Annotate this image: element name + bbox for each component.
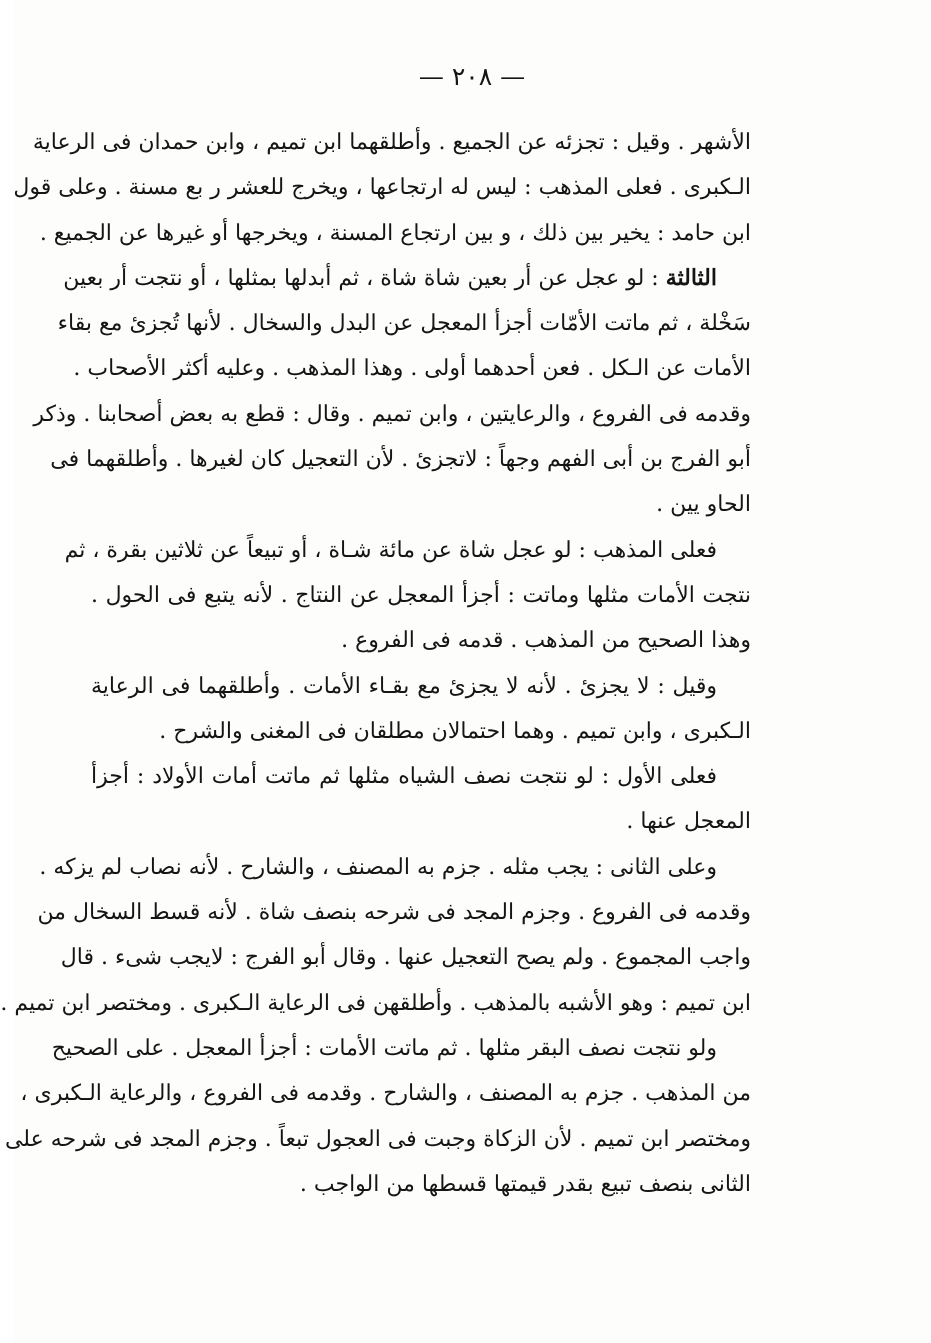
text-line: نتجت الأمات مثلها وماتت : أجزأ المعجل عن النتاج . لأنه يتبع فى الحول . (91, 582, 751, 608)
text-line: الأمات عن الـكل . فعن أحدهما أولى . وهذا المذهب . وعليه أكثر الأصحاب . (73, 356, 751, 382)
text-line-rest: : لو عجل عن أر بعين شاة شاة ، ثم أبدلها بمثلها ، أو نتجت أر بعين (63, 265, 666, 291)
text-line: سَخْلة ، ثم ماتت الأمّات أجزأ المعجل عن البدل والسخال . لأنها تُجزئ مع بقاء (57, 311, 751, 337)
text-line: الحاو يين . (656, 492, 751, 518)
text-line: من المذهب . جزم به المصنف ، والشارح . وقدمه فى الفروع ، والرعاية الـكبرى ، (20, 1081, 751, 1107)
text-line: الـكبرى . فعلى المذهب : ليس له ارتجاعها ، ويخرج للعشر ر بع مسنة . وعلى قول (13, 175, 751, 201)
text-line: فعلى المذهب : لو عجل شاة عن مائة شـاة ، أو تبيعاً عن ثلاثين بقرة ، ثم (64, 537, 717, 563)
text-line: المعجل عنها . (626, 809, 751, 835)
paragraph (0, 845, 751, 1026)
text-line: الأشهر . وقيل : تجزئه عن الجميع . وأطلقهما ابن تميم ، وابن حمدان فى الرعاية (32, 130, 751, 155)
paragraph (13, 120, 751, 256)
text-line: فعلى الأول : لو نتجت نصف الشياه مثلها ثم ماتت أمات الأولاد : أجزأ (91, 764, 717, 790)
section-keyword: الثالثة (665, 264, 717, 291)
text-line: وقدمه فى الفروع . وجزم المجد فى شرحه بنصف شاة . لأنه قسط السخال من (37, 900, 751, 926)
text-line: وعلى الثانى : يجب مثله . جزم به المصنف ، والشارح . لأنه نصاب لم يزكه . (39, 854, 717, 880)
paragraph (64, 528, 751, 664)
paragraph (91, 664, 751, 755)
text-line: الـكبرى ، وابن تميم . وهما احتمالان مطلقان فى المغنى والشرح . (159, 718, 751, 744)
page-number: — ٢٠٨ — (418, 62, 526, 91)
text-line: وقدمه فى الفروع ، والرعايتين ، وابن تميم . وقال : قطع به بعض أصحابنا . وذكر (33, 401, 751, 427)
text-line: ابن حامد : يخير بين ذلك ، و بين ارتجاع المسنة ، ويخرجها أو غيرها عن الجميع . (39, 220, 751, 246)
text-line (63, 256, 751, 301)
text-line: واجب المجموع . ولم يصح التعجيل عنها . وقال أبو الفرج : لايجب شىء . قال (60, 945, 751, 971)
text-line: وهذا الصحيح من المذهب . قدمه فى الفروع . (341, 628, 751, 654)
text-line: وقيل : لا يجزئ . لأنه لا يجزئ مع بقـاء الأمات . وأطلقهما فى الرعاية (91, 673, 717, 699)
text-line: ومختصر ابن تميم . لأن الزكاة وجبت فى العجول تبعاً . وجزم المجد فى شرحه على (4, 1126, 751, 1152)
paragraph (4, 1026, 751, 1207)
text-line: ولو نتجت نصف البقر مثلها . ثم ماتت الأمات : أجزأ المعجل . على الصحيح (51, 1035, 717, 1061)
paragraph (33, 256, 751, 528)
text-line: الثانى بنصف تبيع بقدر قيمتها قسطها من الواجب . (299, 1171, 751, 1197)
paragraph (91, 754, 751, 845)
page-body (0, 120, 751, 1207)
text-line: أبو الفرج بن أبى الفهم وجهاً : لاتجزئ . لأن التعجيل كان لغيرها . وأطلقهما فى (50, 447, 751, 473)
text-line: ابن تميم : وهو الأشبه بالمذهب . وأطلقهن فى الرعاية الـكبرى . ومختصر ابن تميم . (0, 990, 751, 1016)
